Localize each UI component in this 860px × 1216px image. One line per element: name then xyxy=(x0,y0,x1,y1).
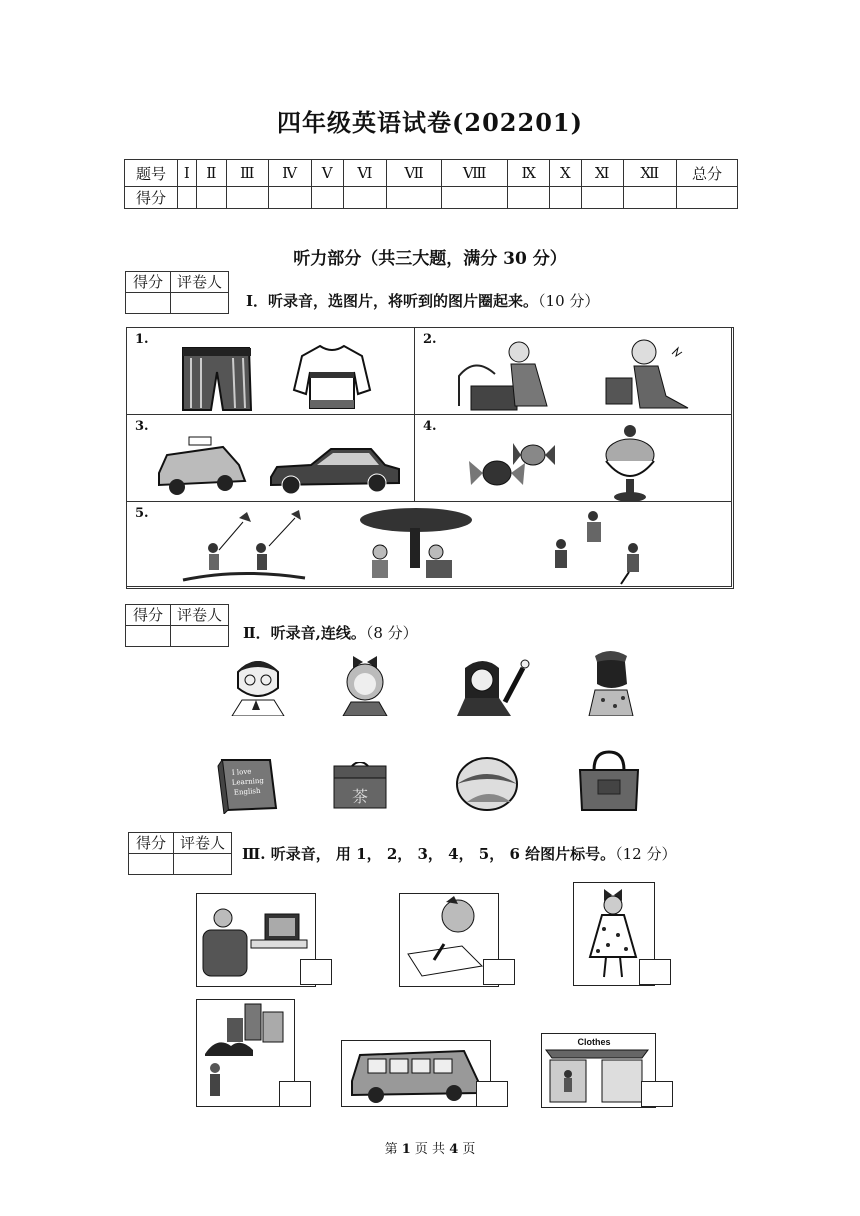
girl-pointing-icon[interactable] xyxy=(453,654,533,716)
grader-name-label: 评卷人 xyxy=(171,605,229,626)
kites-icon[interactable] xyxy=(179,510,309,586)
grader-score-label: 得分 xyxy=(126,605,171,626)
grader-score-field[interactable] xyxy=(129,854,174,875)
score-header-cell: Ⅵ xyxy=(343,160,386,187)
score-header-cell: Ⅰ xyxy=(178,160,197,187)
grader-name-label: 评卷人 xyxy=(171,272,229,293)
footer-mid: 页 共 xyxy=(414,1142,446,1157)
watching-tv-icon xyxy=(197,894,313,984)
grader-name-field[interactable] xyxy=(174,854,232,875)
clothes-shop-icon xyxy=(542,1034,653,1105)
girl-bed-icon[interactable] xyxy=(455,336,555,414)
tea-label: 茶 xyxy=(351,787,369,806)
score-header-cell: Ⅴ xyxy=(311,160,343,187)
answer-box-6[interactable] xyxy=(641,1081,673,1107)
item-number: 4. xyxy=(423,419,437,434)
shorts-icon[interactable] xyxy=(177,340,255,414)
handbag-icon[interactable] xyxy=(576,750,642,812)
part2-instruction xyxy=(243,622,418,643)
part1-points: （10 分） xyxy=(538,292,600,310)
picture-bus xyxy=(341,1040,491,1107)
answer-box-2[interactable] xyxy=(483,959,515,985)
sweater-icon[interactable] xyxy=(292,342,372,412)
girl-writing-icon xyxy=(400,894,496,984)
score-input-cell[interactable] xyxy=(387,187,442,209)
ice-cream-icon[interactable] xyxy=(600,421,660,505)
picnic-icon[interactable] xyxy=(352,506,480,586)
score-header-cell: Ⅺ xyxy=(581,160,623,187)
score-input-cell[interactable] xyxy=(268,187,311,209)
score-input-cell[interactable] xyxy=(226,187,268,209)
answer-box-5[interactable] xyxy=(476,1081,508,1107)
girl-sitting-icon[interactable] xyxy=(600,336,700,414)
score-header-cell: 题号 xyxy=(125,160,178,187)
part1-item-5 xyxy=(126,501,732,587)
school-bus-icon xyxy=(342,1041,488,1104)
grader-name-field[interactable] xyxy=(171,293,229,314)
score-input-cell[interactable] xyxy=(196,187,226,209)
grader-score-field[interactable] xyxy=(126,626,171,647)
part3-instruction-text: Ⅲ. 听录音， 用 1， 2， 3， 4， 5， 6 给图片标号。 xyxy=(242,845,616,863)
footer-page-number: 1 xyxy=(401,1142,411,1157)
score-header-cell: Ⅻ xyxy=(623,160,676,187)
beach-ball-icon[interactable] xyxy=(455,756,519,812)
candy-icon[interactable] xyxy=(463,431,563,501)
tea-box-icon[interactable] xyxy=(332,762,388,810)
part2-points: （8 分） xyxy=(365,624,418,642)
part3-instruction xyxy=(242,843,676,864)
score-header-cell: Ⅱ xyxy=(196,160,226,187)
grader-box xyxy=(128,832,232,875)
taxi-icon[interactable] xyxy=(153,433,249,499)
page-title: 四年级英语试卷(202201) xyxy=(277,108,583,137)
score-table-header-row xyxy=(125,160,738,187)
city-street-icon xyxy=(197,1000,292,1104)
grader-name-field[interactable] xyxy=(171,626,229,647)
footer-total-pages: 4 xyxy=(449,1142,459,1157)
item-number: 1. xyxy=(135,332,149,347)
grader-score-field[interactable] xyxy=(126,293,171,314)
score-input-cell[interactable] xyxy=(343,187,386,209)
playing-kids-icon[interactable] xyxy=(547,508,657,586)
score-header-cell: Ⅶ xyxy=(387,160,442,187)
part1-instruction-text: Ⅰ．听录音，选图片，将听到的图片圈起来。 xyxy=(246,292,539,310)
grader-score-label: 得分 xyxy=(129,833,174,854)
part1-item-4 xyxy=(414,414,732,502)
score-input-cell[interactable] xyxy=(623,187,676,209)
book-title-line: Learning xyxy=(231,776,265,787)
listening-section-title: 听力部分（共三大题，满分 30 分） xyxy=(293,249,567,269)
picture-clothes-shop xyxy=(541,1033,656,1108)
answer-box-1[interactable] xyxy=(300,959,332,985)
girl-bow-icon[interactable] xyxy=(335,652,395,716)
score-table xyxy=(124,159,738,209)
score-header-cell: Ⅸ xyxy=(508,160,550,187)
part1-item-3 xyxy=(126,414,415,502)
score-table-score-row xyxy=(125,187,738,209)
picture-watching-tv xyxy=(196,893,316,987)
part1-item-1 xyxy=(126,327,415,415)
score-input-cell[interactable] xyxy=(508,187,550,209)
score-header-cell: Ⅹ xyxy=(550,160,582,187)
book-title-line: I love xyxy=(231,767,252,777)
score-header-cell: Ⅷ xyxy=(441,160,507,187)
score-input-cell[interactable] xyxy=(178,187,197,209)
page-footer xyxy=(0,1138,860,1157)
score-row-label: 得分 xyxy=(125,187,178,209)
score-input-cell[interactable] xyxy=(677,187,738,209)
footer-suffix: 页 xyxy=(462,1142,476,1157)
shop-sign: Clothes xyxy=(577,1037,611,1047)
score-header-cell: 总分 xyxy=(677,160,738,187)
car-icon[interactable] xyxy=(267,437,403,497)
part1-item-2 xyxy=(414,327,732,415)
boy-glasses-icon[interactable] xyxy=(228,652,288,716)
score-input-cell[interactable] xyxy=(441,187,507,209)
grader-box xyxy=(125,271,229,314)
part3-points: （12 分） xyxy=(615,845,677,863)
grader-box xyxy=(125,604,229,647)
book-title-line: English xyxy=(233,786,261,797)
dog-character-icon[interactable] xyxy=(585,646,635,716)
part1-instruction xyxy=(246,290,599,311)
answer-box-4[interactable] xyxy=(279,1081,311,1107)
answer-box-3[interactable] xyxy=(639,959,671,985)
score-input-cell[interactable] xyxy=(581,187,623,209)
item-number: 2. xyxy=(423,332,437,347)
score-input-cell[interactable] xyxy=(311,187,343,209)
grader-name-label: 评卷人 xyxy=(174,833,232,854)
item-number: 3. xyxy=(135,419,149,434)
english-book-icon[interactable] xyxy=(214,756,280,814)
grader-score-label: 得分 xyxy=(126,272,171,293)
part2-instruction-text: Ⅱ．听录音,连线。 xyxy=(243,624,366,642)
score-header-cell: Ⅳ xyxy=(268,160,311,187)
item-number: 5. xyxy=(135,506,149,521)
footer-prefix: 第 xyxy=(384,1142,398,1157)
score-input-cell[interactable] xyxy=(550,187,582,209)
score-header-cell: Ⅲ xyxy=(226,160,268,187)
